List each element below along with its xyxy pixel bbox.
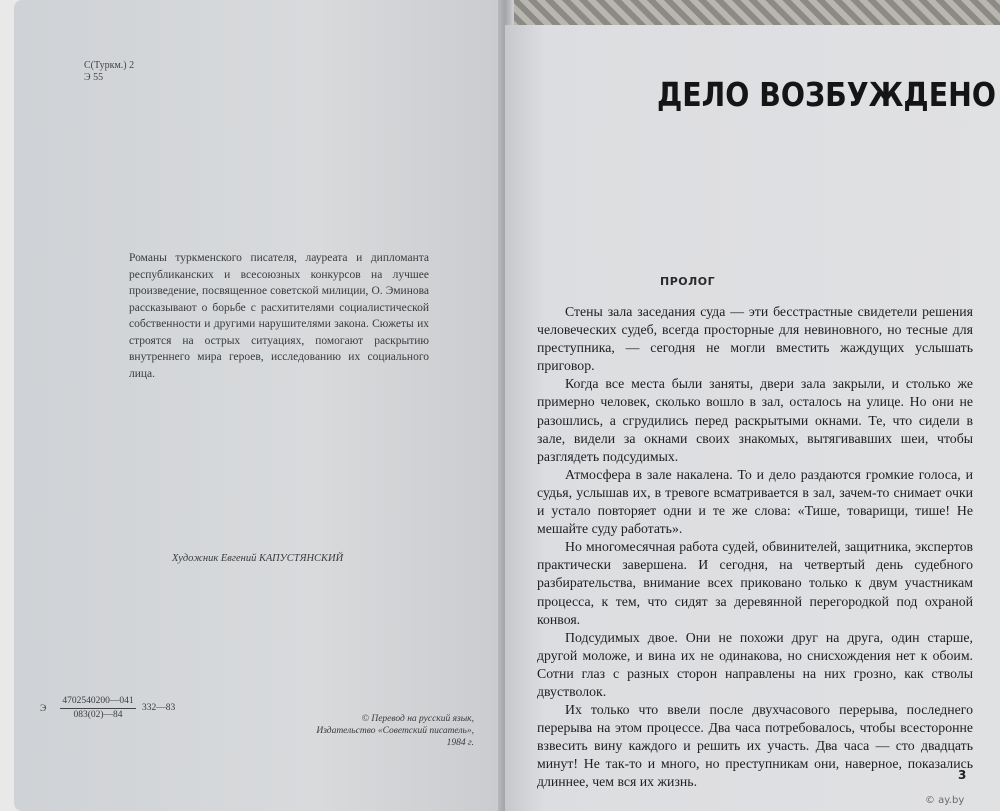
copyright-line: © Перевод на русский язык,: [361, 714, 474, 724]
catalog-code-line: Э 55: [84, 72, 104, 83]
biblio-denominator: 083(02)—84: [73, 710, 123, 720]
page-number: 3: [958, 768, 967, 782]
copyright-notice: [304, 713, 474, 749]
section-heading: ПРОЛОГ: [660, 275, 716, 288]
biblio-numerator: 4702540200—041: [60, 695, 135, 709]
prologue-text: [537, 303, 973, 792]
biblio-code: 332—83: [142, 703, 176, 713]
chapter-title: ДЕЛО ВОЗБУЖДЕНО: [657, 75, 996, 114]
paragraph: Их только что ввели после двухчасового перерыва, последнего перерыва на этом процессе. Два часа потребовалось, чтобы всесторонне взвесить вину каждого и решить их участь. Два часа — сто двадцать минут! Не так-то и много, но преступникам они, наверное, показались длиннее, чем вся их жизнь.: [537, 702, 973, 790]
bibliographic-code: [40, 695, 175, 722]
artist-credit: Художник Евгений КАПУСТЯНСКИЙ: [172, 553, 344, 564]
catalog-code: [84, 60, 134, 84]
left-page: [14, 0, 514, 811]
copyright-line: Издательство «Советский писатель»,: [316, 726, 474, 736]
site-watermark: © ay.by: [925, 795, 965, 806]
copyright-line: 1984 г.: [446, 738, 474, 748]
paragraph: Подсудимых двое. Они не похожи друг на друга, один старше, другой моложе, и вина их не одинакова, но снисхождения нет к обоим. Сотни глаз с разных сторон направлены на них грозно, как стволы двустволок.: [537, 629, 973, 699]
paragraph: Но многомесячная работа судей, обвинителей, защитника, экспертов практически завершена. И сегодня, на четвертый день судебного разбирательства, внимание всех приковано только к двум участникам процесса, к тем, что сидят за деревянной перегородкой под охраной конвоя.: [537, 539, 973, 627]
paragraph: Когда все места были заняты, двери зала закрыли, и столько же примерно человек, сколько вошло в зал, осталось на улице. Но они не разошлись, а сгрудились перед раскрытыми окнами. Те, что сидели в зале, видели за окнами своих знакомых, вытягивавших шеи, чтобы разглядеть подсудимых.: [537, 376, 973, 464]
biblio-letter: Э: [40, 703, 47, 714]
paragraph: Стены зала заседания суда — эти бесстрастные свидетели решения человеческих судеб, всегда просторные для невиновного, но тесные для преступника, — сегодня не могли вместить жаждущих услышать приговор.: [537, 304, 973, 374]
catalog-code-line: С(Туркм.) 2: [84, 60, 135, 71]
book-annotation: Романы туркменского писателя, лауреата и дипломанта республиканских и всесоюзных конкурсов на лучшее произведение, посвященное советской милиции, О. Эминова рассказывают о борьбе с расхитителями социалистической собственности и другими нарушителями закона. Сюжеты их строятся на острых ситуациях, помогают раскрытию внутреннего мира героев, исследованию их социального лица.: [129, 252, 429, 380]
paragraph: Атмосфера в зале накалена. То и дело раздаются громкие голоса, и судья, услышав их, в тревоге всматривается в зал, зачем-то снимает очки и устало повторяет одни и те же слова: «Тише, товарищи, тише! Не мешайте суду работать».: [537, 466, 973, 537]
